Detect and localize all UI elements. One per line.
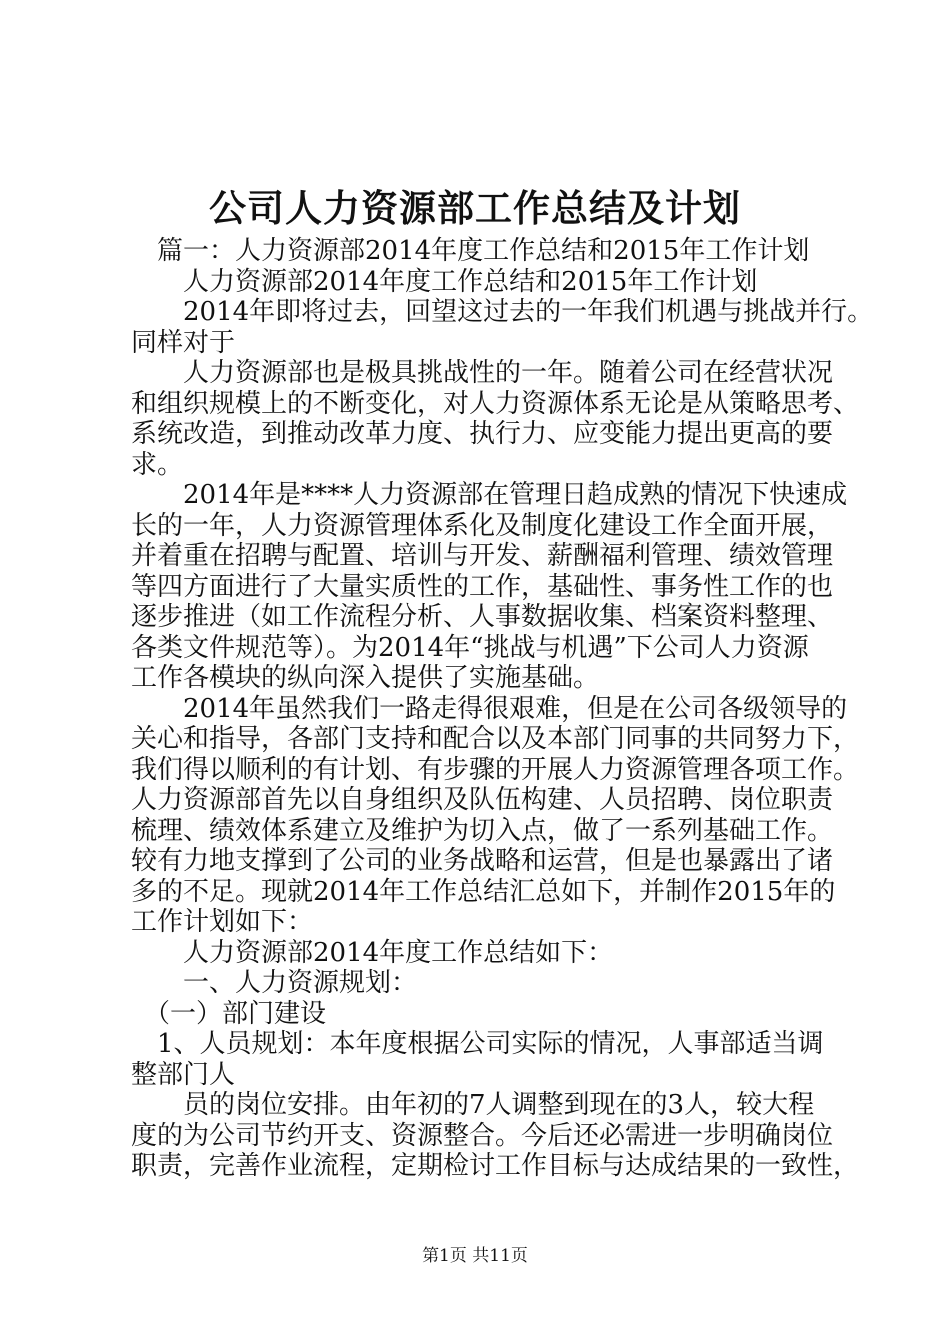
- text-line: 系统改造，到推动改革力度、执行力、应变能力提出更高的要: [131, 419, 834, 449]
- text-line: 同样对于: [131, 327, 236, 358]
- text-line: 度的为公司节约开支、资源整合。今后还必需进一步明确岗位: [131, 1120, 834, 1151]
- text-line: 篇一：人力资源部2014年度工作总结和2015年工作计划: [131, 236, 810, 266]
- text-line: 2014年即将过去，回望这过去的一年我们机遇与挑战并行。: [131, 297, 874, 327]
- text-line: 2014年虽然我们一路走得很艰难，但是在公司各级领导的: [131, 693, 848, 724]
- text-line: 各类文件规范等）。为2014年“挑战与机遇”下公司人力资源: [131, 632, 809, 663]
- text-line: 求。: [131, 449, 184, 480]
- text-line: 和组织规模上的不断变化，对人力资源体系无论是从策略思考、: [131, 388, 860, 419]
- text-line: 人力资源部2014年度工作总结如下：: [131, 937, 614, 968]
- text-line: 并着重在招聘与配置、培训与开发、薪酬福利管理、绩效管理: [131, 541, 834, 571]
- text-line: 关心和指导，各部门支持和配合以及本部门同事的共同努力下，: [131, 724, 860, 754]
- text-line: 我们得以顺利的有计划、有步骤的开展人力资源管理各项工作。: [131, 754, 860, 785]
- text-line: 工作各模块的纵向深入提供了实施基础。: [131, 663, 600, 693]
- document-body: [131, 236, 874, 1182]
- text-line: 等四方面进行了大量实质性的工作，基础性、事务性工作的也: [131, 571, 834, 602]
- text-line: （一）部门建设: [131, 998, 327, 1029]
- text-line: 长的一年，人力资源管理体系化及制度化建设工作全面开展，: [131, 510, 834, 541]
- text-line: 1、人员规划：本年度根据公司实际的情况，人事部适当调: [131, 1029, 824, 1059]
- page-footer: 第1页 共11页: [422, 1246, 528, 1266]
- text-line: 员的岗位安排。由年初的7人调整到现在的3人，较大程: [131, 1090, 815, 1120]
- text-line: 较有力地支撑到了公司的业务战略和运营，但是也暴露出了诸: [131, 846, 834, 876]
- text-line: 梳理、绩效体系建立及维护为切入点，做了一系列基础工作。: [131, 815, 834, 846]
- document-title: 公司人力资源部工作总结及计划: [209, 186, 741, 230]
- text-line: 工作计划如下：: [131, 907, 314, 937]
- text-line: 2014年是****人力资源部在管理日趋成熟的情况下快速成: [131, 480, 848, 510]
- text-line: 职责，完善作业流程，定期检讨工作目标与达成结果的一致性，: [131, 1151, 860, 1181]
- text-line: 整部门人: [131, 1059, 236, 1090]
- text-line: 逐步推进（如工作流程分析、人事数据收集、档案资料整理、: [131, 602, 834, 632]
- text-line: 人力资源部首先以自身组织及队伍构建、人员招聘、岗位职责: [131, 785, 834, 815]
- text-line: 人力资源部也是极具挑战性的一年。随着公司在经营状况: [131, 358, 834, 388]
- text-line: 多的不足。现就2014年工作总结汇总如下，并制作2015年的: [131, 876, 836, 907]
- text-line: 人力资源部2014年度工作总结和2015年工作计划: [131, 266, 758, 297]
- text-line: 一、人力资源规划：: [131, 968, 418, 998]
